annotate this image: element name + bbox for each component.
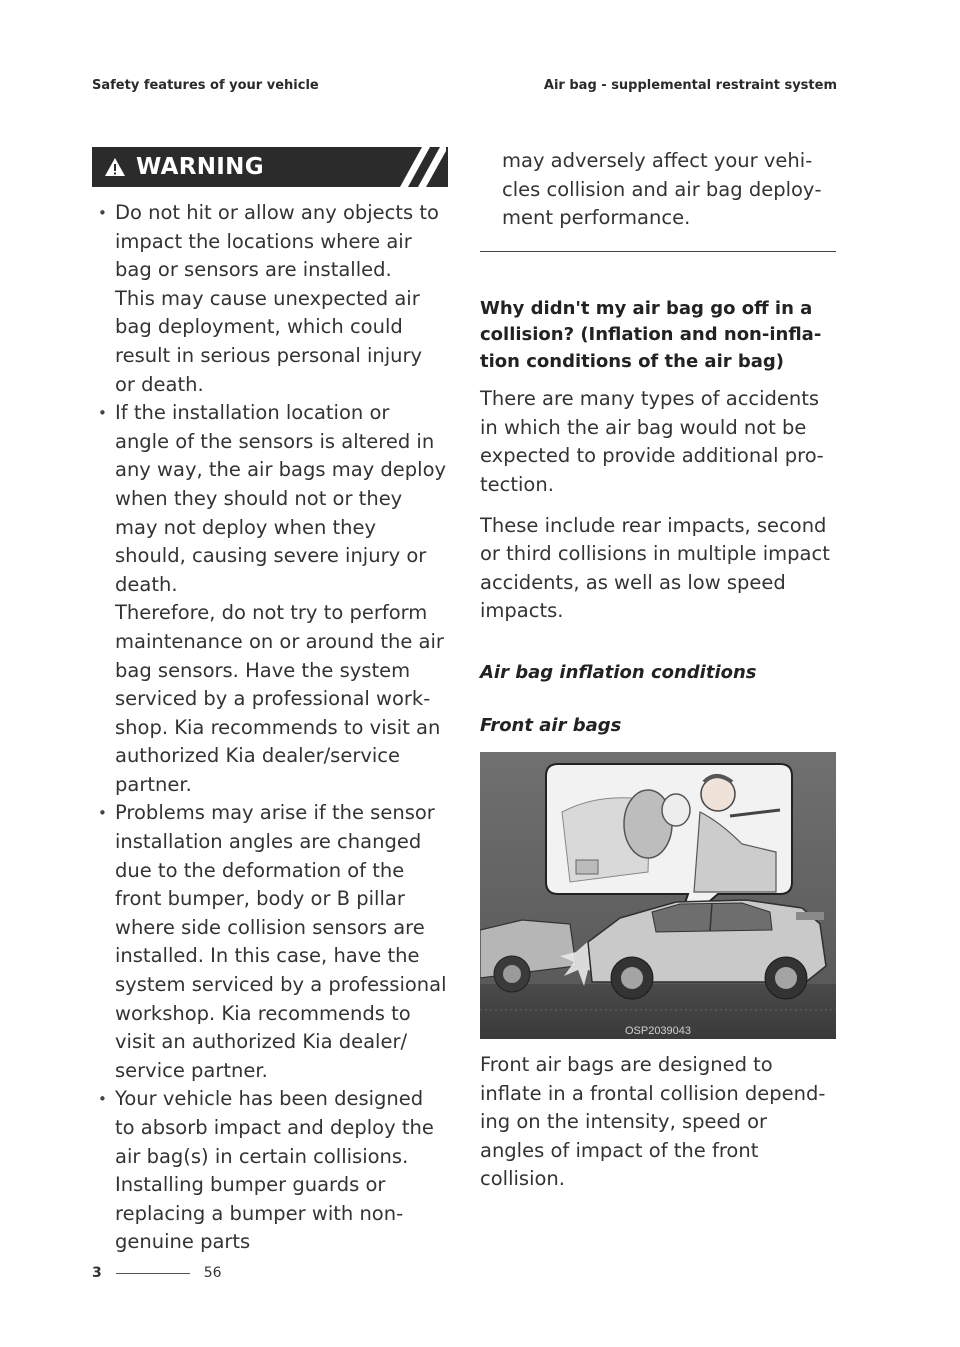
warning-bullet (92, 1085, 448, 1257)
bullet-text: This may cause unexpected air bag deployment, which could result in serious personal injury or death. (115, 286, 423, 396)
right-column (480, 147, 836, 1194)
warning-bullet (92, 199, 448, 399)
figure-caption: Front air bags are designed to inflate in a frontal collision depending on the intensity, speed or angles of impact of the front collision. (480, 1053, 826, 1191)
page-number: 56 (203, 1265, 222, 1281)
section-heading: Why didn't my air bag go off in a collision? (Inflation and non-inflation conditions of the air bag) (480, 297, 822, 372)
bullet-text: • If the installation location or angle of the sensors is altered in any way, the air bags may deploy when they should not or they may not deploy when they should, causing severe injury or death. (115, 401, 447, 596)
collision-illustration-art (480, 752, 836, 1039)
page-footer (92, 1265, 222, 1281)
subheading-inflation-conditions: Air bag inflation conditions (480, 662, 757, 684)
bullet-text: • Problems may arise if the sensor installation angles are changed due to the deformation of the front bumper, body or B pillar where side collision sensors are installed. In this case, have the system serviced by a professional workshop. Kia recommends to visit an authorized Kia dealer/ service partner. (115, 801, 447, 1082)
bullet-text: • Your vehicle has been designed to absorb impact and deploy the air bag(s) in certain collisions. Installing bumper guards or replacing a bumper with non-genuine parts (115, 1087, 434, 1254)
decorative-stripes (386, 147, 446, 187)
running-header-right: Air bag - supplemental restraint system (543, 78, 837, 93)
footer-divider (116, 1273, 190, 1274)
figure-code: OSP2039043 (624, 1025, 692, 1038)
warning-bullet-list (92, 199, 448, 1257)
warning-triangle-icon (104, 157, 126, 177)
body-paragraph: There are many types of accidents in which the air bag would not be expected to provide additional protection. (480, 387, 824, 497)
warning-banner (92, 147, 448, 187)
warning-bullet (92, 799, 448, 1085)
warning-continuation: may adversely affect your vehicles collision and air bag deployment performance. (502, 149, 822, 230)
running-header-left: Safety features of your vehicle (92, 78, 319, 93)
warning-bullet (92, 399, 448, 799)
body-paragraph: These include rear impacts, second or third collisions in multiple impact accidents, as well as low speed impacts. (480, 513, 830, 623)
bullet-text: • Do not hit or allow any objects to impact the locations where air bag or sensors are installed. (115, 201, 439, 282)
bullet-text: Therefore, do not try to perform maintenance on or around the air bag sensors. Have the system serviced by a professional workshop. Kia recommends to visit an authorized Kia dealer/service partner. (115, 601, 444, 796)
warning-end-rule (480, 251, 836, 252)
warning-title: WARNING (136, 154, 264, 180)
collision-illustration (480, 752, 836, 1039)
subheading-front-air-bags: Front air bags (480, 715, 622, 737)
left-column (92, 147, 448, 1257)
chapter-number: 3 (92, 1265, 102, 1281)
